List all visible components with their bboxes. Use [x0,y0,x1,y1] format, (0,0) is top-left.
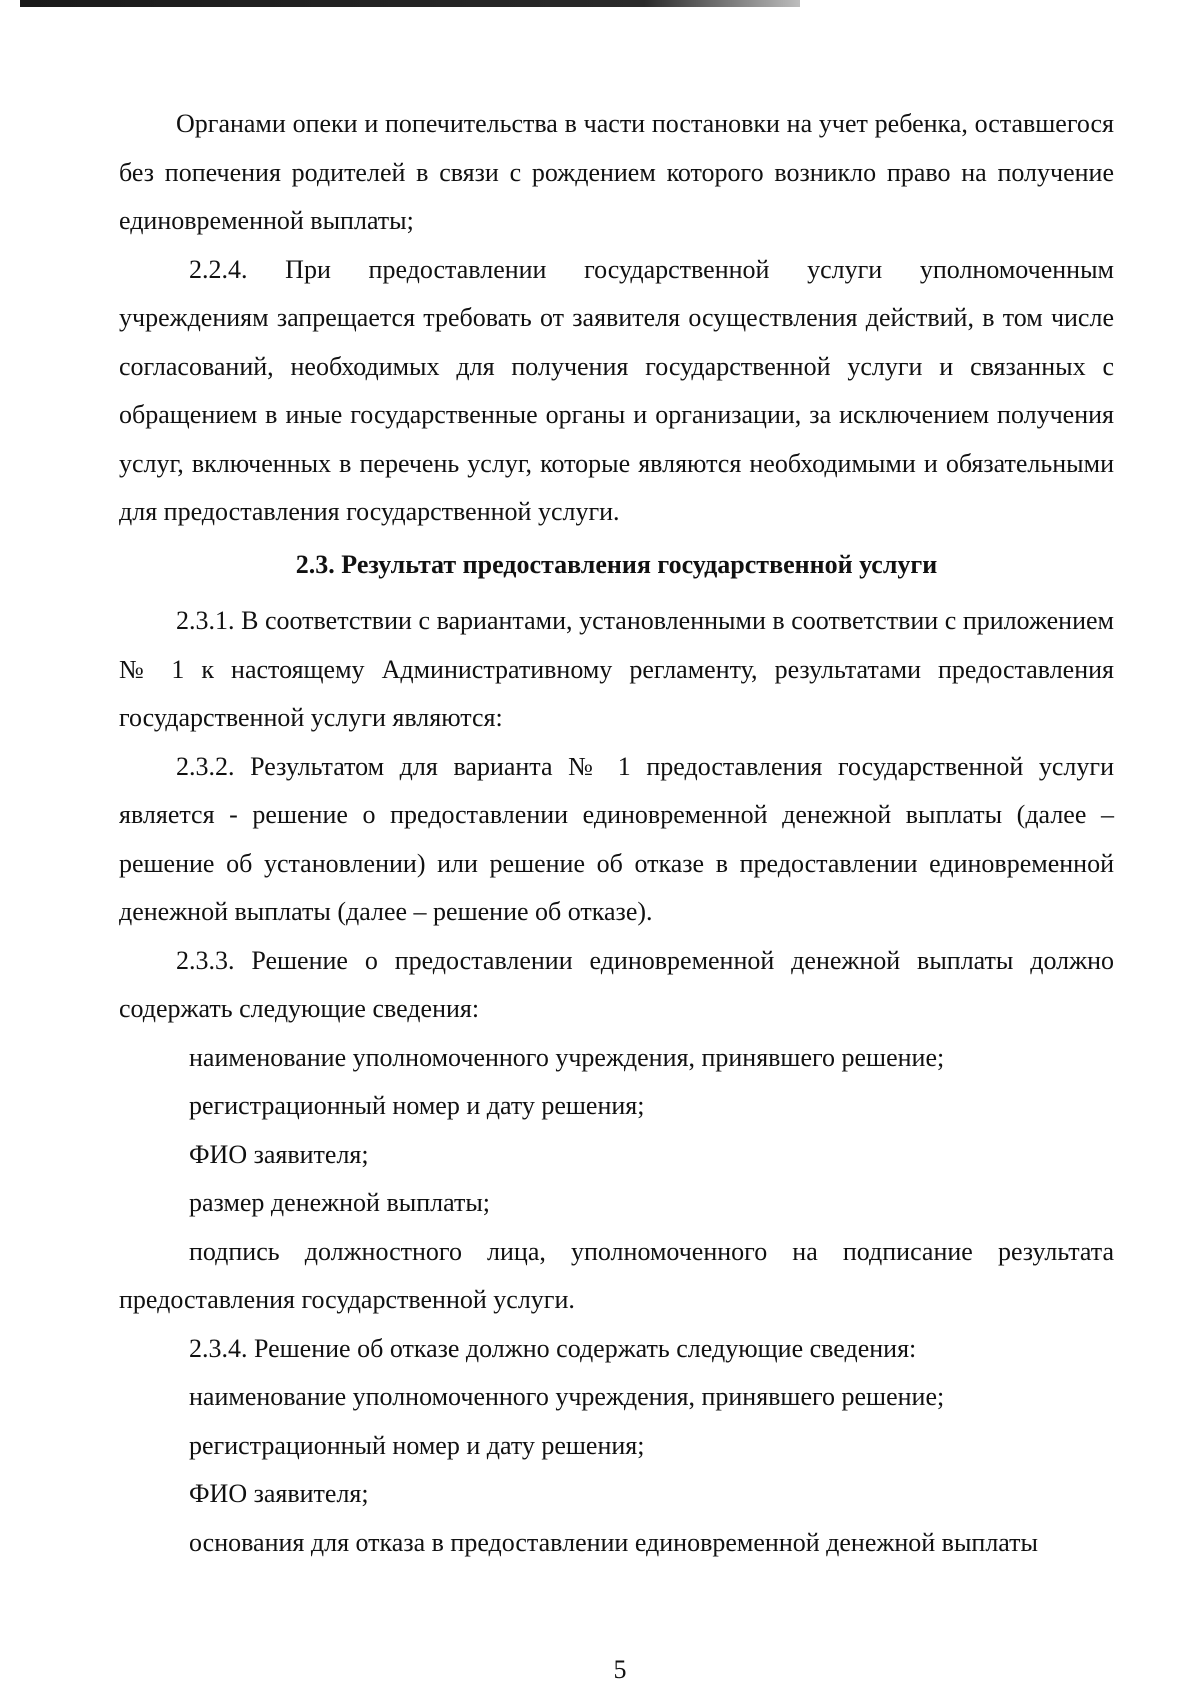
paragraph-2-3-1: 2.3.1. В соответствии с вариантами, установленными в соответствии с приложением № 1 к настоящему Административному регламенту, результатами предоставления государственной услуги являются: [119,606,1114,732]
paragraph-signature: подпись должностного лица, уполномоченного на подписание результата предоставления государственной услуги. [119,1236,1114,1314]
scan-edge-line [20,0,800,7]
list-item: ФИО заявителя; [189,1479,369,1508]
paragraph-2-3-2: 2.3.2. Результатом для варианта № 1 предоставления государственной услуги является - решение о предоставлении единовременной денежной выплаты (далее – решение об установлении) или решение об отказе в предоставлении единовременной денежной выплаты (далее – решение об отказе). [119,751,1114,926]
section-heading-2-3: 2.3. Результат предоставления государственной услуги [295,549,938,579]
list-item: основания для отказа в предоставлении единовременной денежной выплаты [189,1527,1038,1557]
page-number: 5 [613,1655,627,1684]
paragraph-2-3-3: 2.3.3. Решение о предоставлении единовременной денежной выплаты должно содержать следующие сведения: [119,945,1114,1023]
list-item: регистрационный номер и дату решения; [189,1091,645,1120]
list-item: размер денежной выплаты; [189,1188,491,1217]
list-item: наименование уполномоченного учреждения, принявшего решение; [189,1042,945,1072]
list-item: наименование уполномоченного учреждения, принявшего решение; [189,1382,945,1411]
paragraph-2-2-4: 2.2.4. При предоставлении государственной услуги уполномоченным учреждениям запрещается требовать от заявителя осуществления действий, в том числе согласований, необходимых для получения государственной услуги и связанных с обращением в иные государственные органы и организации, за исключением получения услуг, включенных в перечень услуг, которые являются необходимыми и обязательными для предоставления государственной услуги. [119,254,1114,526]
paragraph-2-3-4: 2.3.4. Решение об отказе должно содержать следующие сведения: [189,1333,917,1363]
paragraph-guardianship: Органами опеки и попечительства в части постановки на учет ребенка, оставшегося без попечения родителей в связи с рождением которого возникло право на получение единовременной выплаты; [119,109,1114,235]
list-item: регистрационный номер и дату решения; [189,1430,645,1460]
list-item: ФИО заявителя; [189,1139,369,1169]
document-page [119,100,1114,1567]
